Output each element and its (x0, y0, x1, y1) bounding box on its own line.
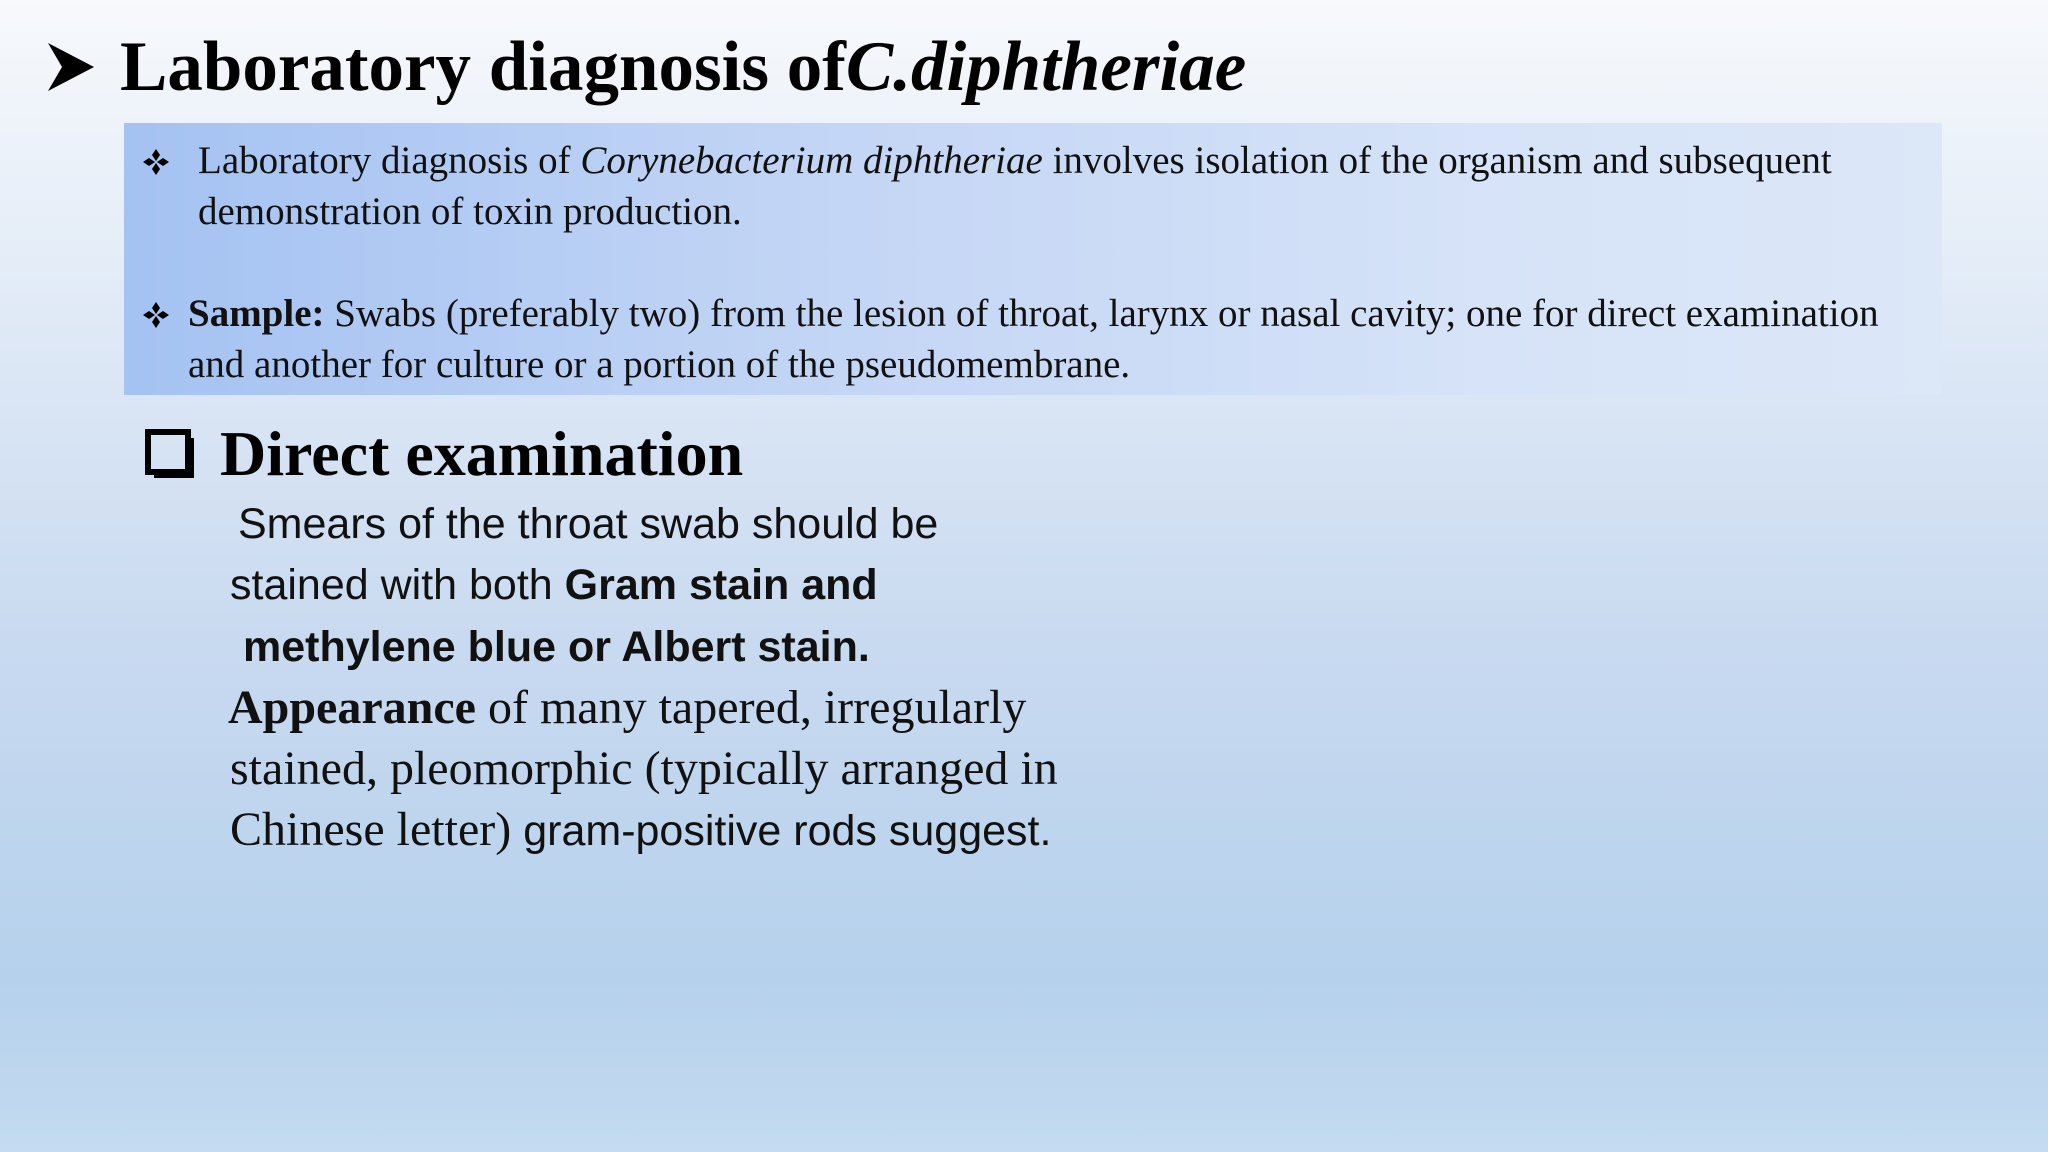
info-item-overview (142, 135, 1858, 237)
overview-text-end: involves isolation of the organism and subsequent demonstration of toxin production. (198, 139, 1832, 233)
slide-title (46, 22, 1246, 112)
sample-text: Swabs (preferably two) from the lesion of throat, larynx or nasal cavity; one for direct examination and another for culture or a portion of the pseudomembrane. (188, 292, 1879, 386)
exam-line-6-serif: Chinese letter) (230, 803, 524, 856)
exam-line-1 (238, 494, 938, 554)
checkbox-bullet-icon (144, 428, 196, 480)
exam-line-3 (243, 617, 870, 677)
section-heading (144, 412, 743, 496)
exam-line-3-bold: methylene blue or Albert stain. (243, 623, 870, 671)
overview-text-start: Laboratory diagnosis of (198, 139, 581, 182)
slide-title-organism: C.diphtheriae (845, 27, 1247, 106)
slide-title-text: Laboratory diagnosis of (120, 27, 846, 106)
appearance-label: Appearance (228, 681, 476, 734)
exam-line-2-text: stained with both (230, 561, 565, 609)
exam-line-4 (228, 678, 1026, 738)
exam-line-5-text: stained, pleomorphic (typically arranged in (230, 742, 1058, 795)
arrow-bullet-icon (46, 37, 96, 97)
exam-line-1-text: Smears of the throat swab should be (238, 500, 939, 548)
exam-line-5 (230, 739, 1058, 799)
overview-organism: Corynebacterium diphtheriae (580, 139, 1043, 182)
exam-line-6-sans: gram-positive rods suggest. (523, 807, 1052, 855)
section-heading-text: Direct examination (220, 418, 744, 489)
info-item-sample (142, 288, 1888, 390)
exam-line-6 (230, 800, 1051, 861)
info-box (124, 123, 1942, 395)
exam-line-2 (230, 555, 878, 615)
diamond-bullet-icon (142, 148, 170, 176)
exam-line-2-bold: Gram stain and (564, 561, 878, 609)
sample-label: Sample: (188, 292, 325, 335)
exam-line-4-text: of many tapered, irregularly (475, 681, 1027, 734)
diamond-bullet-icon (142, 301, 170, 329)
